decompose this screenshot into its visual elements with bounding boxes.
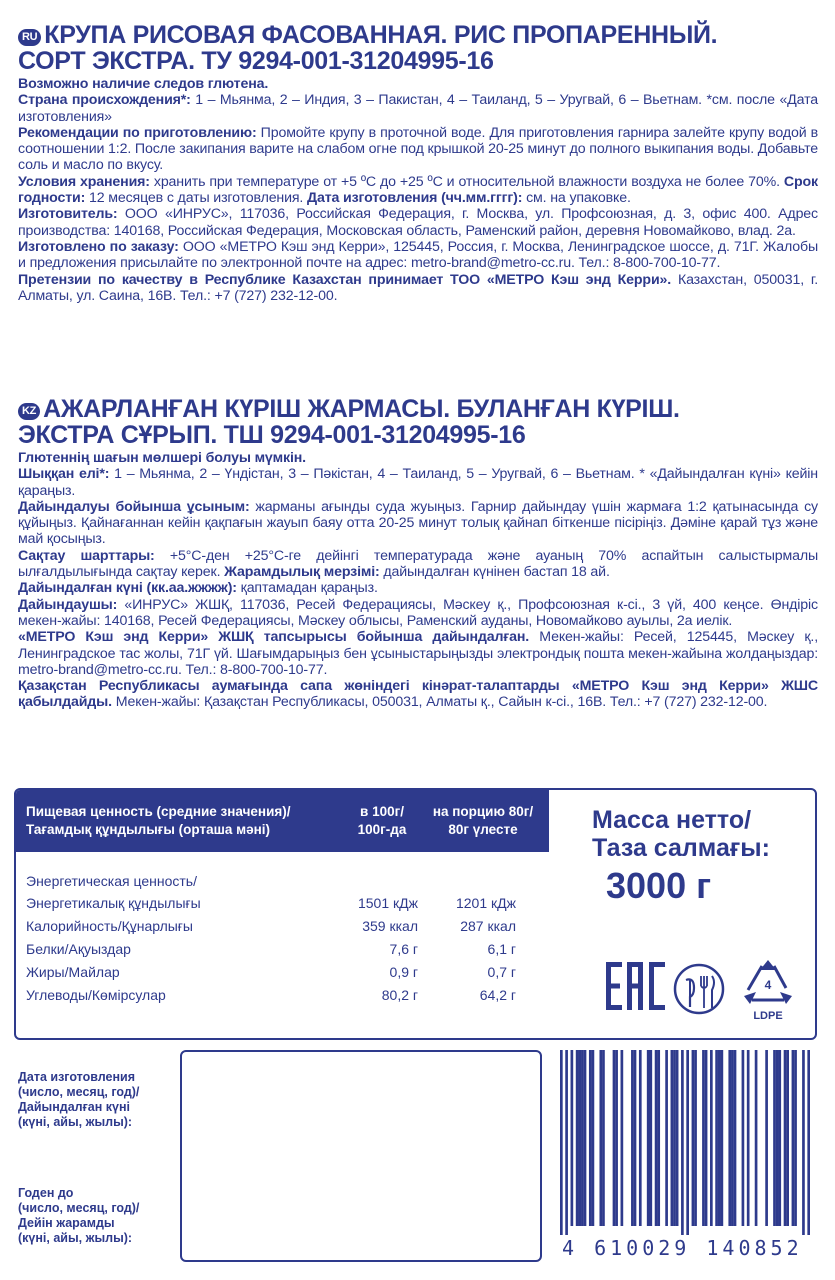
barcode-bar <box>576 1050 579 1226</box>
barcode-bar <box>686 1050 689 1235</box>
barcode-bar <box>571 1050 574 1226</box>
ru-cooking: Рекомендации по приготовлению: Промойте крупу в проточной воде. Для приготовления гарнира залейте крупу водой в соотношении 1:2. После закипания варите на слабом огне под крышкой 20-25 минут до полного выкипания воды. Добавьте соль и масло по вкусу. <box>18 124 818 174</box>
barcode-bar <box>615 1050 618 1226</box>
barcode-bar <box>765 1050 768 1226</box>
ru-origin: Страна происхождения*: 1 – Мьянма, 2 – Индия, 3 – Пакистан, 4 – Таиланд, 5 – Уругвай, 6 – Вьетнам. *см. после «Дата изготовления» <box>18 92 818 125</box>
barcode-bar <box>592 1050 595 1226</box>
barcode-bar <box>634 1050 637 1226</box>
barcode-bar <box>621 1050 624 1226</box>
date-print-box <box>180 1050 542 1262</box>
nutrition-row-fat-label: Жиры/Майлар <box>26 964 120 980</box>
barcode-bar <box>655 1050 658 1226</box>
kz-title-line2: ЭКСТРА СҰРЫП. ТШ 9294-001-31204995-16 <box>18 421 526 449</box>
barcode-bar <box>773 1050 776 1226</box>
kz-mfgdate: Дайындалған күні (кк.аа.жжжж): қаптамадан қараңыз. <box>18 580 378 597</box>
nutrition-fat-80g: 0,7 г <box>487 964 516 980</box>
nutrition-carbs-80g: 64,2 г <box>479 987 516 1003</box>
barcode-bar <box>639 1050 642 1226</box>
nutrition-protein-80g: 6,1 г <box>487 941 516 957</box>
barcode-bar <box>647 1050 650 1226</box>
kz-title <box>18 396 818 448</box>
ru-body <box>18 76 818 304</box>
kz-manufacturer: Дайындаушы: «ИНРУС» ЖШҚ, 117036, Ресей Федерациясы, Мәскеу қ., Профсоюзная к-сі., 3 үй, 400 кеңсе. Өндіріс мекен-жайы: 140168, Ресей Федерациясы, Мәскеу облысы, Раменский ауданы, Новомайково ауылы, 2а иелік. <box>18 596 818 629</box>
barcode-bar <box>665 1050 668 1226</box>
barcode-bar <box>705 1050 708 1226</box>
nutrition-fat-100g: 0,9 г <box>389 964 418 980</box>
ru-gluten: Возможно наличие следов глютена. <box>18 76 269 92</box>
barcode-bars <box>560 1050 810 1235</box>
barcode-bar <box>747 1050 750 1226</box>
kz-claims: Қазақстан Республикасы аумағында сапа жөніндегі кінәрат-талаптарды «МЕТРО Кэш энд Керри» ЖШС қабылдайды. Мекен-жайы: Қазақстан Республикасы, 050031, Алматы қ., Сайын к-сі., 16В. Тел.: +7 (727) 232-12-00. <box>18 678 818 711</box>
eac-mark-icon <box>606 960 666 1012</box>
barcode-bar <box>694 1050 697 1226</box>
barcode-bar <box>602 1050 605 1226</box>
barcode-bar <box>742 1050 745 1226</box>
barcode-bar <box>784 1050 787 1226</box>
kz-origin: Шыққан елі*: 1 – Мьянма, 2 – Үндістан, 3 – Пәкістан, 4 – Таиланд, 5 – Уругвай, 6 – Вьетнам. * «Дайындалған күні» кейін қараңыз. <box>18 466 818 499</box>
barcode-bar <box>671 1050 674 1226</box>
barcode-bar <box>710 1050 713 1226</box>
barcode-bar <box>786 1050 789 1226</box>
barcode <box>560 1050 810 1235</box>
barcode-bar <box>681 1050 684 1235</box>
ru-manufacturer: Изготовитель: ООО «ИНРУС», 117036, Российская Федерация, г. Москва, ул. Профсоюзная, д. 3, офис 400. Адрес производства: 140168, Российская Федерация, Московская область, Раменский район, деревня Новомайково, влад. 2а. <box>18 206 818 239</box>
barcode-bar <box>560 1050 563 1235</box>
nutrition-header-col3: на порцию 80г/ 80г үлесте <box>432 804 534 837</box>
nutrition-energy-100g: 1501 кДж <box>357 895 418 911</box>
barcode-bar <box>734 1050 737 1226</box>
barcode-bar <box>715 1050 718 1226</box>
recycle-number: 4 <box>764 978 772 992</box>
barcode-bar <box>584 1050 587 1226</box>
barcode-bar <box>702 1050 705 1226</box>
barcode-bar <box>778 1050 781 1226</box>
barcode-bar <box>657 1050 660 1226</box>
ru-title-line1: КРУПА РИСОВАЯ ФАСОВАННАЯ. РИС ПРОПАРЕННЫЙ. <box>44 21 718 49</box>
recycle-label: LDPE <box>753 1010 783 1022</box>
nutrition-header <box>16 790 549 852</box>
ru-badge: RU <box>18 29 41 46</box>
barcode-bar <box>794 1050 797 1226</box>
ru-ordered-by: Изготовлено по заказу: ООО «МЕТРО Кэш энд Керри», 125445, Россия, г. Москва, Ленинградское шоссе, д. 71Г. Жалобы и предложения присылайте по электронной почте на адрес: metro-brand@metro-cc.ru. Тел.: 8-800-700-10-77. <box>18 238 818 272</box>
food-contact-icon <box>672 962 726 1016</box>
barcode-bar <box>649 1050 652 1226</box>
barcode-bar <box>802 1050 805 1235</box>
nutrition-calories-80g: 287 ккал <box>460 918 516 934</box>
recycle-ldpe-icon <box>736 958 800 1028</box>
ru-claims: Претензии по качеству в Республике Казахстан принимает ТОО «МЕТРО Кэш энд Керри». Казахстан, 050031, г. Алматы, ул. Саина, 16В. Тел.: +7 (727) 232-12-00. <box>18 271 818 304</box>
barcode-bar <box>721 1050 724 1226</box>
barcode-bar <box>589 1050 592 1226</box>
barcode-bar <box>718 1050 721 1226</box>
nutrition-row-carbs-label: Углеводы/Көмірсулар <box>26 987 166 1003</box>
barcode-bar <box>776 1050 779 1226</box>
barcode-bar <box>755 1050 758 1226</box>
mfg-date-label: Дата изготовления (число, месяц, год)/ Дайындалған күні (күні, айы, жылы): <box>18 1070 140 1129</box>
barcode-bar <box>807 1050 810 1235</box>
barcode-bar <box>581 1050 584 1226</box>
ru-title-line2: СОРТ ЭКСТРА. ТУ 9294-001-31204995-16 <box>18 47 494 75</box>
kz-gluten: Глютеннің шағын мөлшері болуы мүмкін. <box>18 450 306 466</box>
barcode-bar <box>692 1050 695 1226</box>
barcode-bar <box>578 1050 581 1226</box>
kz-cooking: Дайындалуы бойынша ұсыным: жарманы ағынды суда жуыңыз. Гарнир дайындау үшін жармаға 1:2 қатынасында су құйыңыз. Қайнағаннан кейін қақпағын жауып баяу отта 20-25 минут толық қайнап біткенше пісіріңіз. Дәміне қарай тұз және май қосыңыз. <box>18 498 818 548</box>
barcode-bar <box>631 1050 634 1226</box>
kz-badge: KZ <box>18 403 40 420</box>
kz-storage: Сақтау шарттары: +5°С-ден +25°С-ге дейінгі температурада және ауаның 70% аспайтын салыстырмалы ылғалдылығында сақтау керек. Жарамдылық мерзімі: дайындалған күнінен бастап 18 ай. <box>18 547 819 581</box>
kz-title-line1: АЖАРЛАНҒАН КҮРІШ ЖАРМАСЫ. БУЛАНҒАН КҮРІШ. <box>43 395 680 423</box>
ru-title <box>18 22 818 74</box>
kz-ordered-by: «МЕТРО Кэш энд Керри» ЖШҚ тапсырысы бойынша дайындалған. Мекен-жайы: Ресей, 125445, Мәскеу қ., Ленинградское тас жолы, 71Г үй. Шағымдарыңыз бен ұсыныстарыңызды электрондық пошта мекен-жайына жолдаңыздар: metro-brand@metro-cc.ru. Тел.: 8-800-700-10-77. <box>18 629 818 678</box>
net-mass-value: 3000 г <box>606 865 712 906</box>
barcode-bar <box>613 1050 616 1226</box>
kz-body <box>18 450 818 711</box>
barcode-bar <box>792 1050 795 1226</box>
nutrition-row-calories-label: Калорийность/Құнарлығы <box>26 918 193 934</box>
nutrition-carbs-100g: 80,2 г <box>381 987 418 1003</box>
barcode-bar <box>676 1050 679 1226</box>
expiry-date-label: Годен до (число, месяц, год)/ Дейін жарамды (күні, айы, жылы): <box>18 1186 140 1245</box>
nutrition-row-energy-label2: Энергетикалық құндылығы <box>26 895 201 911</box>
barcode-bar <box>731 1050 734 1226</box>
nutrition-calories-100g: 359 ккал <box>362 918 418 934</box>
nutrition-header-col1: Пищевая ценность (средние значения)/ Тағамдық құндылығы (орташа мәні) <box>26 804 291 837</box>
barcode-bar <box>599 1050 602 1226</box>
nutrition-energy-80g: 1201 кДж <box>455 895 516 911</box>
nutrition-row-energy-label1: Энергетическая ценность/ <box>26 873 197 889</box>
barcode-bar <box>728 1050 731 1226</box>
nutrition-header-col2: в 100г/ 100г-да <box>357 804 407 837</box>
net-mass-label: Масса нетто/ Таза салмағы: <box>592 806 770 862</box>
ru-storage: Условия хранения: хранить при температуре от +5 ºС до +25 ºС и относительной влажности воздуха не более 70%. Срок годности: 12 месяцев с даты изготовления. Дата изготовления (чч.мм.гггг): см. на упаковке. <box>18 173 818 207</box>
nutrition-row-protein-label: Белки/Ақуыздар <box>26 941 131 957</box>
barcode-digits: 4 610029 140852 <box>562 1236 803 1260</box>
barcode-bar <box>565 1050 568 1235</box>
nutrition-protein-100g: 7,6 г <box>389 941 418 957</box>
barcode-bar <box>673 1050 676 1226</box>
